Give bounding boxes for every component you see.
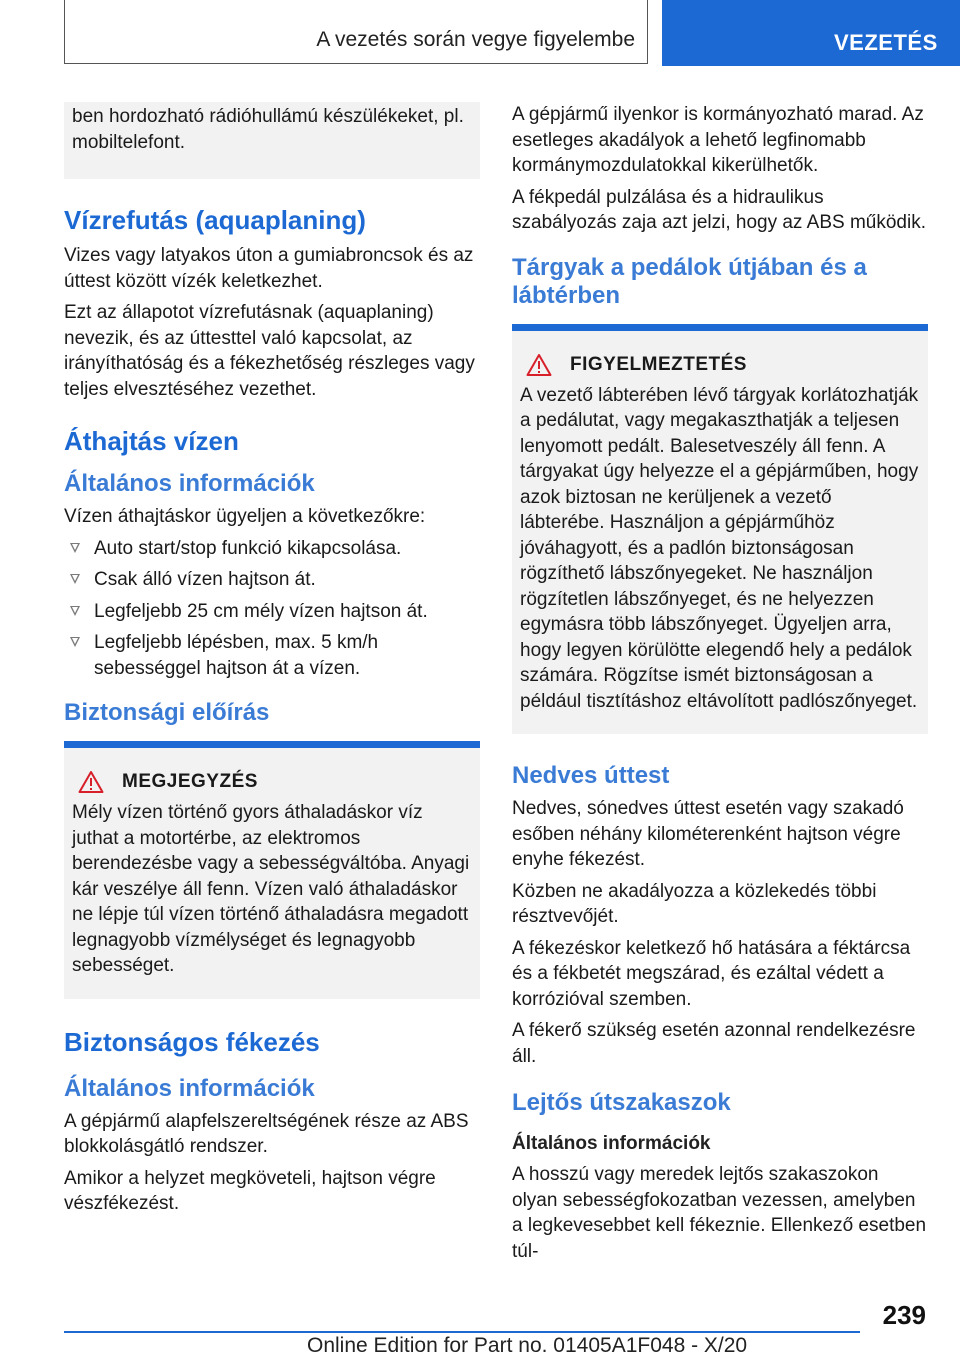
- safety-note-heading: Biztonsági előírás: [64, 699, 270, 726]
- list-item: Csak álló vízen hajtson át.: [64, 567, 480, 593]
- continued-text: ben hordozható rádióhullámú készülékeket, pl. mobiltelefont.: [72, 106, 464, 153]
- abs-paragraph-1: A gépjármű ilyenkor is kormányozható marad. Az esetleges akadályok a lehető legfinomabb kormánymozdulatokkal kikerülhetők.: [512, 104, 924, 176]
- wet-road-paragraph-2: Közben ne akadályozza a közlekedés többi résztvevőjét.: [512, 880, 877, 927]
- list-item: Auto start/stop funkció kikapcsolása.: [64, 536, 480, 562]
- warning-box: [512, 324, 928, 735]
- safe-braking-heading: Biztonságos fékezés: [64, 1026, 320, 1057]
- water-general-info-heading: Általános információk: [64, 470, 315, 497]
- footer-divider: [64, 1331, 860, 1333]
- header-chapter-tab: [662, 0, 960, 66]
- left-column: [64, 102, 480, 1223]
- aquaplaning-paragraph-2: Ezt az állapotot vízrefutásnak (aquaplaning) nevezik, és az úttesttel való kapcsolat, az irányíthatóság és a fékezhetőség részleges vagy teljes elvesztéséhez vezethet.: [64, 302, 475, 400]
- note-text: Mély vízen történő gyors áthaladáskor víz juthat a motortérbe, az elektromos berendezésbe vagy a sebességváltóba. Anyagi kár veszélye áll fenn. Vízen való áthaladáskor ne lépje túl vízen történő áthaladásra megadott legnagyobb vízmélységet és legnagyobb sebességet.: [72, 802, 470, 976]
- slopes-heading: Lejtős útszakaszok: [512, 1089, 731, 1116]
- abs-paragraph-2: A fékpedál pulzálása és a hidraulikus szabályozás zaja azt jelzi, hogy az ABS működik.: [512, 186, 926, 233]
- bullet-triangle-icon: [70, 543, 80, 553]
- wet-road-heading: Nedves úttest: [512, 762, 670, 789]
- aquaplaning-heading: Vízrefutás (aquaplaning): [64, 205, 366, 235]
- slopes-general-info-heading: Általános információk: [512, 1133, 711, 1154]
- note-header: [72, 770, 472, 794]
- bullet-triangle-icon: [70, 637, 80, 647]
- warning-header: [520, 353, 920, 377]
- edition-footer: Online Edition for Part no. 01405A1F048 - X/20: [307, 1334, 748, 1357]
- warning-text: A vezető lábterében lévő tárgyak korlátozhatják a pedálutat, vagy megakaszthatják a teljesen lenyomott pedált. Balesetveszély áll fenn. A tárgyakat úgy helyezze el a gépjárműben, hogy azok biztosan ne kerüljenek a vezető lábterébe. Használjon a gépjárműhöz jóváhagyott, és a padlón biztonságosan rögzíthető lábszőnyegeket. Ne használjon rögzítetlen lábszőnyeget, és ne helyezzen egymásra több lábszőnyeget. Ügyeljen arra, hogy legyen körülötte elegendő hely a pedálok számára. Rögzítse ismét biztonságosan a például tisztításhoz eltávolított padlószőnyeget.: [520, 384, 919, 712]
- list-item: Legfeljebb 25 cm mély vízen hajtson át.: [64, 599, 480, 625]
- continued-box: [64, 102, 480, 179]
- note-box: [64, 741, 480, 999]
- warning-label: FIGYELMEZTETÉS: [570, 353, 747, 375]
- aquaplaning-paragraph-1: Vizes vagy latyakos úton a gumiabroncsok és az úttest között vízék keletkezhet.: [64, 245, 474, 292]
- water-crossing-heading: Áthajtás vízen: [64, 426, 239, 456]
- wet-road-paragraph-3: A fékezéskor keletkező hő hatására a féktárcsa és a fékbetét megszárad, és ezáltal védett a korrózióval szemben.: [512, 937, 911, 1010]
- list-item: Legfeljebb lépésben, max. 5 km/h sebességgel hajtson át a vízen.: [64, 630, 480, 681]
- braking-paragraph-1: A gépjármű alapfelszereltségének része az ABS blokkolásgátló rendszer.: [64, 1110, 469, 1157]
- braking-general-info-heading: Általános információk: [64, 1074, 315, 1102]
- water-checklist: [64, 536, 480, 682]
- slopes-paragraph-1: A hosszú vagy meredek lejtős szakaszokon olyan sebességfokozatban vezessen, amelyben a legkevesebbet kell fékeznie. Ellenkező esetben túl-: [512, 1164, 927, 1262]
- pedal-objects-heading: Tárgyak a pedálok útjában és a lábtérben: [512, 253, 867, 309]
- wet-road-paragraph-1: Nedves, sónedves úttest esetén vagy szakadó esőben néhány kilométerenként hajtson végre enyhe fékezést.: [512, 798, 904, 870]
- bullet-triangle-icon: [70, 606, 80, 616]
- header-section-title: A vezetés során vegye figyelembe: [316, 28, 635, 51]
- warning-triangle-icon: [78, 770, 104, 794]
- header-section-box: [64, 0, 648, 64]
- right-column: [512, 102, 928, 1270]
- note-label: MEGJEGYZÉS: [122, 771, 258, 792]
- bullet-triangle-icon: [70, 574, 80, 584]
- braking-paragraph-2: Amikor a helyzet megköveteli, hajtson végre vészfékezést.: [64, 1167, 436, 1214]
- warning-triangle-icon: [526, 353, 552, 377]
- water-intro: Vízen áthajtáskor ügyeljen a következőkre:: [64, 506, 426, 527]
- header-chapter-title: VEZETÉS: [834, 30, 938, 55]
- wet-road-paragraph-4: A fékerő szükség esetén azonnal rendelkezésre áll.: [512, 1020, 916, 1067]
- page-number: 239: [882, 1300, 926, 1330]
